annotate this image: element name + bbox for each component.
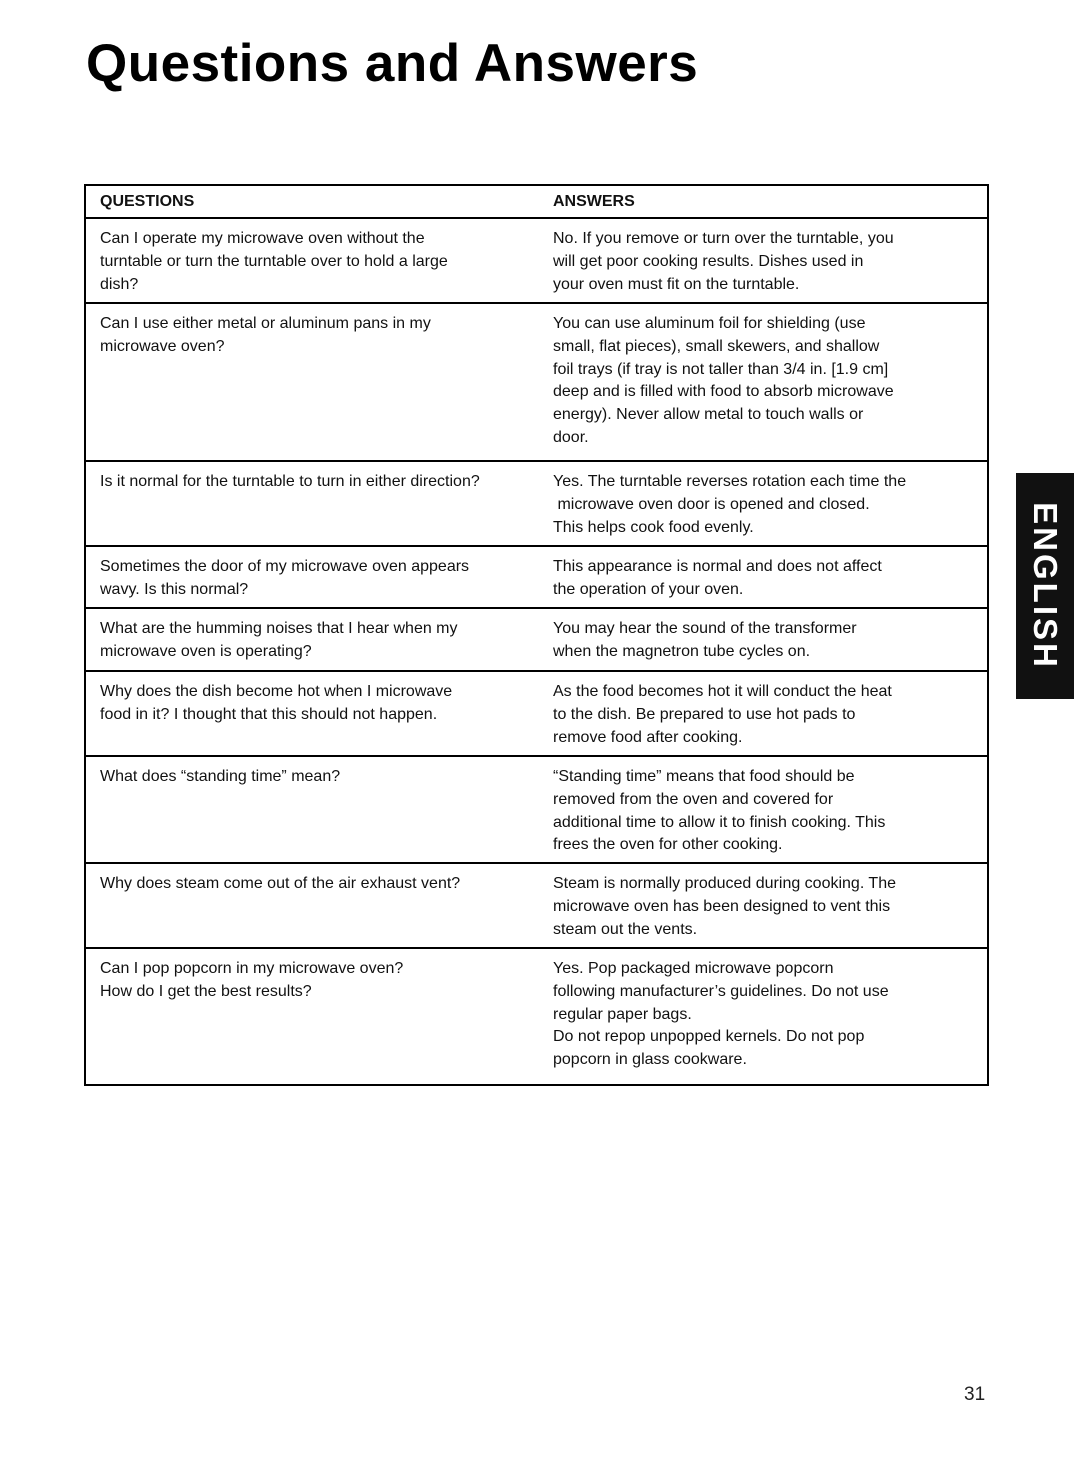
table-row [86, 609, 987, 672]
table-row [86, 462, 987, 547]
question-text-line: Can I operate my microwave oven without the [100, 230, 425, 247]
question-cell [86, 958, 539, 1084]
answer-text-line: You may hear the sound of the transformer [553, 620, 857, 637]
table-row [86, 304, 987, 462]
language-side-tab-label: ENGLISH [1027, 502, 1064, 670]
question-text-line: What are the humming noises that I hear when my [100, 620, 458, 637]
table-row [86, 949, 987, 1084]
question-cell [86, 313, 539, 460]
question-text-line: What does “standing time” mean? [100, 768, 341, 785]
answer-text-line: to the dish. Be prepared to use hot pads to [553, 705, 856, 723]
answer-text-line: when the magnetron tube cycles on. [553, 642, 811, 660]
answer-text-line: steam out the vents. [553, 920, 698, 938]
answer-text-line: This appearance is normal and does not affect [553, 558, 882, 575]
table-row [86, 547, 987, 609]
table-row [86, 757, 987, 864]
answer-text-line: Do not repop unpopped kernels. Do not pop [553, 1028, 865, 1046]
answer-text-line: This helps cook food evenly. [553, 518, 754, 536]
answer-text-line: remove food after cooking. [553, 728, 743, 746]
question-text-line: Why does steam come out of the air exhaust vent? [100, 875, 461, 892]
answer-text-line: additional time to allow it to finish cooking. This [553, 813, 886, 831]
table-row [86, 864, 987, 949]
question-text-line: Sometimes the door of my microwave oven appears [100, 558, 470, 575]
answer-text-line: following manufacturer’s guidelines. Do not use [553, 982, 889, 1000]
answer-text-line: foil trays (if tray is not taller than 3/4 in. [1.9 cm] [553, 360, 889, 378]
answer-text-line: As the food becomes hot it will conduct the heat [553, 683, 892, 700]
question-cell [86, 228, 539, 302]
question-cell [86, 873, 539, 947]
table-header-row [86, 186, 987, 219]
question-text-line: turntable or turn the turntable over to hold a large [100, 252, 448, 270]
answer-text-line: deep and is filled with food to absorb microwave [553, 383, 894, 401]
answer-cell [539, 681, 987, 755]
answer-text-line: Yes. The turntable reverses rotation each time the [553, 473, 907, 490]
question-text-line: Is it normal for the turntable to turn in either direction? [100, 473, 480, 490]
answer-text-line: frees the oven for other cooking. [553, 836, 783, 854]
answer-text-line: your oven must fit on the turntable. [553, 275, 800, 293]
answer-text-line: popcorn in glass cookware. [553, 1051, 747, 1069]
answer-text-line: You can use aluminum foil for shielding (use [553, 315, 866, 332]
language-side-tab [1016, 473, 1074, 699]
answer-text-line: regular paper bags. [553, 1005, 692, 1023]
answer-text-line: No. If you remove or turn over the turntable, you [553, 230, 894, 247]
answer-cell [539, 958, 987, 1084]
answer-cell [539, 313, 987, 460]
question-cell [86, 681, 539, 755]
table-row [86, 672, 987, 757]
answer-text-line: Steam is normally produced during cooking. The [553, 875, 896, 892]
answer-text-line: the operation of your oven. [553, 580, 744, 598]
answer-text-line: will get poor cooking results. Dishes used in [553, 252, 864, 270]
question-cell [86, 618, 539, 670]
answers-column-header: ANSWERS [553, 192, 635, 210]
answer-text-line: small, flat pieces), small skewers, and shallow [553, 337, 880, 355]
answer-text-line: microwave oven has been designed to vent this [553, 897, 891, 915]
question-text-line: wavy. Is this normal? [100, 580, 249, 598]
question-cell [86, 471, 539, 545]
answer-cell [539, 873, 987, 947]
question-text-line: How do I get the best results? [100, 982, 312, 1000]
answer-text-line: energy). Never allow metal to touch walls or [553, 406, 864, 424]
answer-text-line: microwave oven door is opened and closed. [553, 495, 870, 513]
question-cell [86, 556, 539, 607]
answer-cell [539, 471, 987, 545]
question-text-line: microwave oven is operating? [100, 642, 312, 660]
table-row [86, 219, 987, 304]
question-text-line: Why does the dish become hot when I microwave [100, 683, 453, 700]
answer-cell [539, 556, 987, 607]
question-text-line: Can I use either metal or aluminum pans in my [100, 315, 431, 332]
page-title: Questions and Answers [86, 34, 699, 93]
questions-column-header: QUESTIONS [100, 192, 195, 210]
question-cell [86, 766, 539, 862]
question-text-line: food in it? I thought that this should not happen. [100, 705, 438, 723]
question-text-line: dish? [100, 275, 139, 293]
page-number: 31 [964, 1384, 986, 1405]
question-text-line: microwave oven? [100, 337, 225, 355]
qa-table [84, 184, 989, 1086]
answer-cell [539, 766, 987, 862]
answer-text-line: removed from the oven and covered for [553, 790, 834, 808]
answer-cell [539, 228, 987, 302]
answer-cell [539, 618, 987, 670]
answer-text-line: Yes. Pop packaged microwave popcorn [553, 960, 834, 977]
question-text-line: Can I pop popcorn in my microwave oven? [100, 960, 404, 977]
answer-text-line: door. [553, 428, 589, 446]
answer-text-line: “Standing time” means that food should be [553, 768, 855, 785]
